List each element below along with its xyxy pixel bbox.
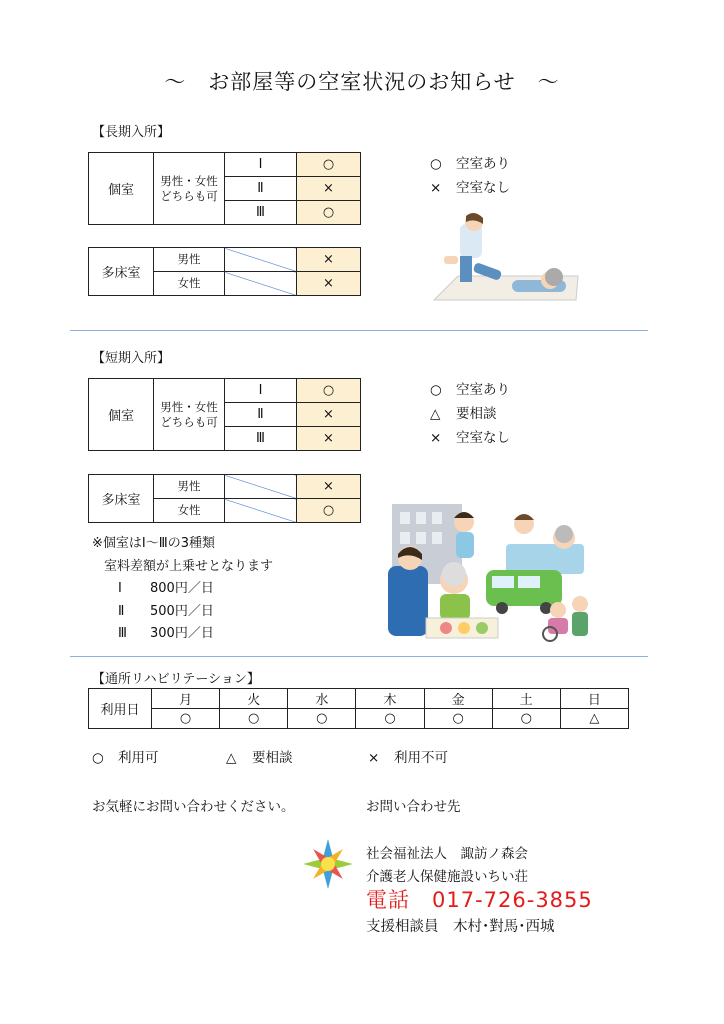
price-grade: Ⅲ (118, 626, 127, 641)
section-divider (70, 656, 648, 657)
rehab-legend (92, 746, 448, 770)
long-term-private-table (88, 152, 361, 225)
gender-label: 男性 (154, 248, 225, 272)
legend-text: 空室なし (456, 180, 510, 196)
day-header: 木 (356, 689, 424, 709)
short-term-shared-table (88, 474, 361, 523)
room-type-label: 多床室 (89, 475, 154, 523)
facility-illustration (386, 500, 592, 642)
staff-names: 支援相談員 木村･對馬･西城 (366, 919, 555, 935)
legend-text: 空室なし (456, 430, 510, 446)
gender-label: 女性 (154, 272, 225, 296)
long-term-shared-table (88, 247, 361, 296)
room-grade: Ⅲ (225, 427, 297, 451)
long-term-legend (430, 152, 510, 200)
price-row (92, 601, 273, 624)
day-status: △ (560, 709, 628, 729)
rehab-schedule-table (88, 688, 629, 729)
vacancy-status: × (297, 403, 361, 427)
room-fee-note (92, 533, 273, 646)
day-header: 日 (560, 689, 628, 709)
day-status: ○ (492, 709, 560, 729)
price-value: 500円／日 (150, 603, 214, 619)
price-grade: Ⅱ (118, 603, 125, 619)
room-type-label: 多床室 (89, 248, 154, 296)
day-status: ○ (288, 709, 356, 729)
room-grade: Ⅰ (225, 153, 297, 177)
day-header: 土 (492, 689, 560, 709)
section-divider (70, 330, 648, 331)
room-grade: Ⅲ (225, 201, 297, 225)
room-grade: Ⅰ (225, 379, 297, 403)
legend-symbol: △ (226, 750, 237, 766)
nurse-care-illustration (430, 212, 580, 308)
short-term-heading: 【短期入所】 (92, 351, 171, 366)
organization-logo-icon (302, 838, 354, 890)
room-note-line2: 室料差額が上乗せとなります (104, 558, 274, 574)
contact-prompt: お気軽にお問い合わせください。 (92, 799, 295, 815)
legend-text: 空室あり (456, 156, 510, 172)
day-header: 水 (288, 689, 356, 709)
diagonal-cell (225, 248, 297, 272)
gender-label: 女性 (154, 499, 225, 523)
day-header: 月 (152, 689, 220, 709)
day-status: ○ (356, 709, 424, 729)
room-type-label: 個室 (89, 379, 154, 451)
legend-text: 利用不可 (394, 750, 448, 766)
facility-name: 介護老人保健施設いちい荘 (366, 869, 528, 885)
diagonal-cell (225, 475, 297, 499)
price-value: 800円／日 (150, 581, 214, 596)
price-value: 300円／日 (150, 626, 214, 641)
day-header: 火 (220, 689, 288, 709)
room-note-line1: ※個室はⅠ～Ⅲの3種類 (92, 536, 215, 551)
vacancy-status: × (297, 177, 361, 201)
inquiry-label: お問い合わせ先 (366, 799, 461, 815)
vacancy-status: ○ (297, 379, 361, 403)
price-row (92, 623, 273, 646)
long-term-heading: 【長期入所】 (92, 125, 171, 140)
vacancy-status: × (297, 475, 361, 499)
diagonal-cell (225, 499, 297, 523)
legend-symbol: × (430, 430, 442, 446)
page-title: ～ お部屋等の空室状況のお知らせ ～ (164, 70, 560, 94)
legend-symbol: △ (430, 406, 441, 422)
row-label: 利用日 (89, 689, 152, 729)
phone-number[interactable]: 電話 017-726-3855 (366, 888, 593, 912)
gender-label: 男性・女性 どちらも可 (154, 379, 225, 451)
gender-label: 男性 (154, 475, 225, 499)
legend-text: 利用可 (118, 750, 159, 766)
room-type-label: 個室 (89, 153, 154, 225)
diagonal-cell (225, 272, 297, 296)
legend-text: 要相談 (252, 750, 293, 766)
legend-text: 空室あり (456, 382, 510, 398)
rehab-heading: 【通所リハビリテーション】 (92, 672, 260, 687)
price-row (92, 578, 273, 601)
short-term-private-table (88, 378, 361, 451)
legend-text: 要相談 (456, 406, 497, 422)
vacancy-status: × (297, 248, 361, 272)
room-grade: Ⅱ (225, 403, 297, 427)
vacancy-status: ○ (297, 201, 361, 225)
vacancy-status: ○ (297, 153, 361, 177)
room-grade: Ⅱ (225, 177, 297, 201)
day-status: ○ (152, 709, 220, 729)
short-term-legend (430, 378, 510, 450)
organization-name: 社会福祉法人 諏訪ノ森会 (366, 846, 528, 862)
legend-symbol: ○ (92, 750, 104, 766)
price-grade: Ⅰ (118, 581, 122, 596)
vacancy-status: ○ (297, 499, 361, 523)
vacancy-status: × (297, 427, 361, 451)
legend-symbol: × (368, 750, 380, 766)
legend-symbol: ○ (430, 382, 442, 398)
vacancy-status: × (297, 272, 361, 296)
gender-label: 男性・女性 どちらも可 (154, 153, 225, 225)
legend-symbol: × (430, 180, 442, 196)
day-status: ○ (424, 709, 492, 729)
legend-symbol: ○ (430, 156, 442, 172)
day-header: 金 (424, 689, 492, 709)
day-status: ○ (220, 709, 288, 729)
